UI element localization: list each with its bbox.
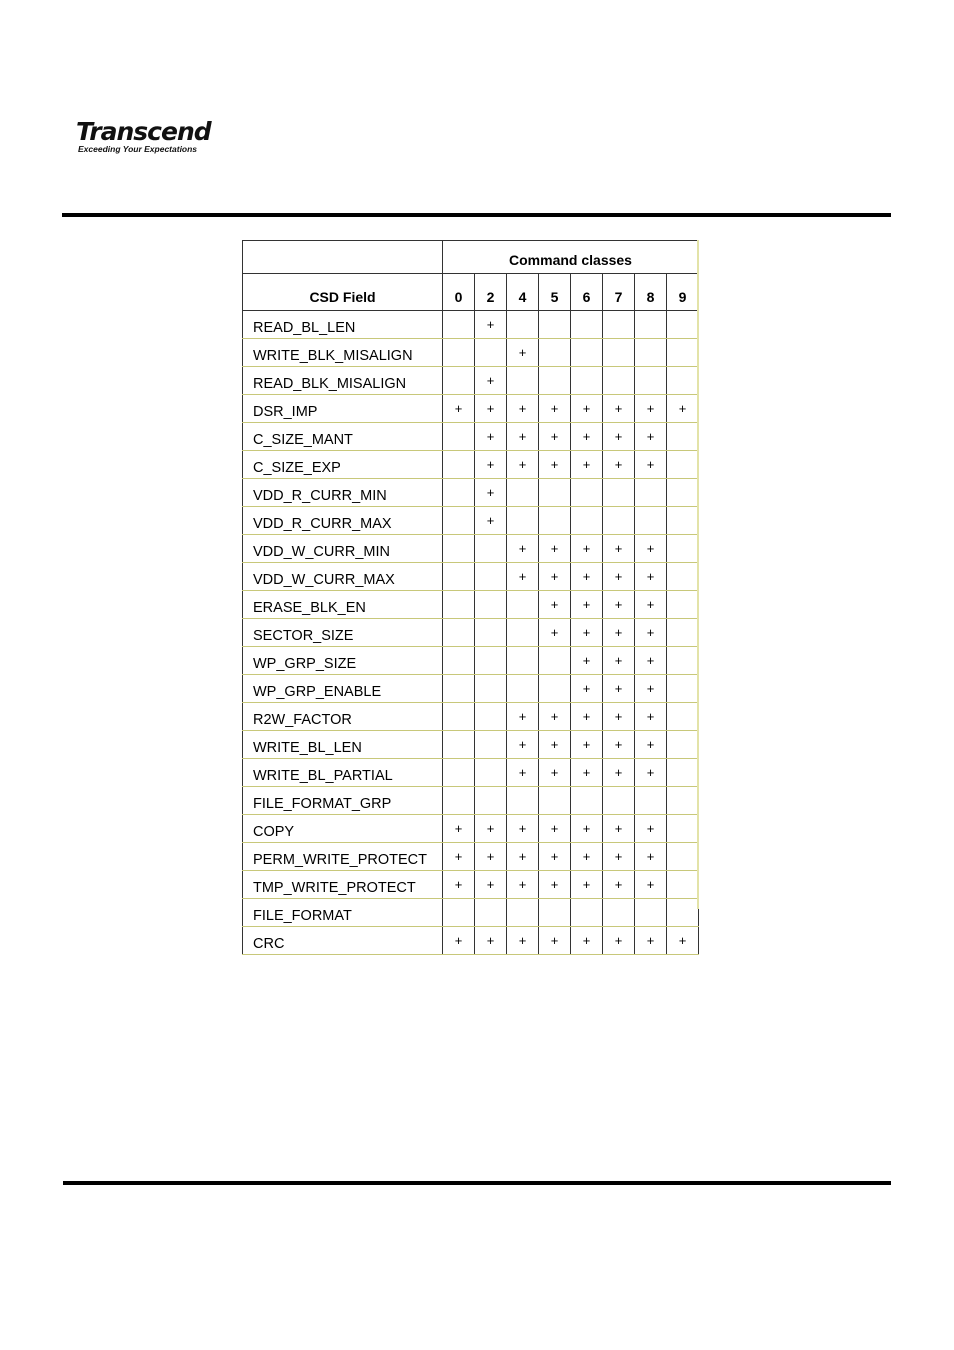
class-mark-cell: + <box>635 675 667 703</box>
class-mark-cell: + <box>507 339 539 367</box>
class-mark-cell: + <box>539 451 571 479</box>
class-mark-cell: + <box>635 619 667 647</box>
class-mark-cell: + <box>571 647 603 675</box>
class-mark-cell: + <box>603 871 635 899</box>
class-mark-cell: + <box>539 815 571 843</box>
class-mark-cell <box>443 675 475 703</box>
class-mark-cell <box>539 339 571 367</box>
class-mark-cell: + <box>475 871 507 899</box>
class-mark-cell: + <box>475 843 507 871</box>
class-mark-cell: + <box>571 563 603 591</box>
class-mark-cell: + <box>539 563 571 591</box>
class-mark-cell <box>443 619 475 647</box>
class-mark-cell <box>443 367 475 395</box>
class-mark-cell: + <box>475 927 507 955</box>
class-mark-cell <box>603 899 635 927</box>
class-mark-cell <box>603 507 635 535</box>
table-row <box>243 647 699 675</box>
class-mark-cell: + <box>603 927 635 955</box>
class-mark-cell: + <box>539 619 571 647</box>
class-mark-cell: + <box>539 395 571 423</box>
class-mark-cell <box>603 479 635 507</box>
csd-field-name: FILE_FORMAT_GRP <box>243 787 443 815</box>
class-mark-cell <box>667 563 699 591</box>
class-mark-cell <box>475 535 507 563</box>
class-mark-cell: + <box>443 843 475 871</box>
class-mark-cell: + <box>539 871 571 899</box>
class-mark-cell <box>475 675 507 703</box>
class-mark-cell: + <box>571 395 603 423</box>
class-mark-cell <box>507 311 539 339</box>
table-row <box>243 591 699 619</box>
table-row <box>243 843 699 871</box>
class-mark-cell <box>571 339 603 367</box>
csd-field-name: WP_GRP_ENABLE <box>243 675 443 703</box>
class-mark-cell: + <box>507 535 539 563</box>
header-rule <box>62 213 891 217</box>
class-mark-cell: + <box>603 675 635 703</box>
class-mark-cell: + <box>571 703 603 731</box>
class-mark-cell <box>475 591 507 619</box>
class-mark-cell <box>539 507 571 535</box>
class-mark-cell: + <box>603 451 635 479</box>
class-mark-cell: + <box>443 871 475 899</box>
table-row <box>243 395 699 423</box>
class-mark-cell <box>443 451 475 479</box>
class-mark-cell: + <box>571 619 603 647</box>
command-class-header: 8 <box>635 274 667 311</box>
class-mark-cell <box>443 311 475 339</box>
class-mark-cell: + <box>475 507 507 535</box>
class-mark-cell <box>571 507 603 535</box>
command-class-header: 4 <box>507 274 539 311</box>
class-mark-cell <box>571 787 603 815</box>
table-row <box>243 787 699 815</box>
class-mark-cell: + <box>539 759 571 787</box>
class-mark-cell <box>475 563 507 591</box>
table-right-edge <box>697 240 699 909</box>
class-mark-cell: + <box>635 703 667 731</box>
command-class-header: 5 <box>539 274 571 311</box>
class-mark-cell: + <box>507 927 539 955</box>
class-mark-cell <box>667 787 699 815</box>
table-row <box>243 731 699 759</box>
class-mark-cell <box>667 843 699 871</box>
table-row <box>243 507 699 535</box>
class-mark-cell <box>635 339 667 367</box>
class-mark-cell: + <box>507 451 539 479</box>
class-mark-cell: + <box>603 591 635 619</box>
class-mark-cell <box>443 703 475 731</box>
csd-field-name: WRITE_BLK_MISALIGN <box>243 339 443 367</box>
class-mark-cell: + <box>635 871 667 899</box>
table-row <box>243 563 699 591</box>
class-mark-cell: + <box>635 815 667 843</box>
class-mark-cell: + <box>475 367 507 395</box>
csd-field-name: PERM_WRITE_PROTECT <box>243 843 443 871</box>
class-mark-cell <box>603 367 635 395</box>
class-mark-cell: + <box>539 703 571 731</box>
class-mark-cell: + <box>635 535 667 563</box>
class-mark-cell <box>443 479 475 507</box>
csd-field-name: SECTOR_SIZE <box>243 619 443 647</box>
class-mark-cell: + <box>507 563 539 591</box>
class-mark-cell: + <box>603 815 635 843</box>
class-mark-cell <box>507 507 539 535</box>
class-mark-cell <box>443 563 475 591</box>
table-row <box>243 815 699 843</box>
class-mark-cell <box>667 535 699 563</box>
class-mark-cell: + <box>635 451 667 479</box>
class-mark-cell <box>443 339 475 367</box>
class-mark-cell: + <box>603 843 635 871</box>
class-mark-cell: + <box>603 535 635 563</box>
class-mark-cell <box>667 899 699 927</box>
class-mark-cell: + <box>603 423 635 451</box>
class-mark-cell <box>635 787 667 815</box>
class-mark-cell: + <box>571 815 603 843</box>
class-mark-cell: + <box>507 423 539 451</box>
class-mark-cell <box>475 703 507 731</box>
table-row <box>243 675 699 703</box>
class-mark-cell <box>475 899 507 927</box>
class-mark-cell <box>603 311 635 339</box>
class-mark-cell: + <box>507 395 539 423</box>
class-mark-cell: + <box>667 395 699 423</box>
csd-field-name: VDD_R_CURR_MAX <box>243 507 443 535</box>
class-mark-cell: + <box>539 423 571 451</box>
csd-field-header: CSD Field <box>243 274 443 311</box>
table-row <box>243 423 699 451</box>
table-row <box>243 535 699 563</box>
class-mark-cell <box>475 339 507 367</box>
class-mark-cell: + <box>571 731 603 759</box>
class-mark-cell <box>667 815 699 843</box>
class-mark-cell: + <box>507 703 539 731</box>
class-mark-cell <box>667 367 699 395</box>
logo-tagline: Exceeding Your Expectations <box>78 144 198 154</box>
class-mark-cell <box>443 899 475 927</box>
class-mark-cell <box>667 703 699 731</box>
table-row <box>243 927 699 955</box>
class-mark-cell <box>507 899 539 927</box>
class-mark-cell <box>667 675 699 703</box>
command-class-header: 0 <box>443 274 475 311</box>
class-mark-cell <box>443 423 475 451</box>
table-row <box>243 311 699 339</box>
class-mark-cell: + <box>571 451 603 479</box>
csd-field-name: FILE_FORMAT <box>243 899 443 927</box>
class-mark-cell <box>667 423 699 451</box>
class-mark-cell <box>667 619 699 647</box>
class-mark-cell: + <box>443 395 475 423</box>
class-mark-cell <box>539 647 571 675</box>
table-row <box>243 619 699 647</box>
csd-field-name: TMP_WRITE_PROTECT <box>243 871 443 899</box>
command-class-header: 6 <box>571 274 603 311</box>
class-mark-cell: + <box>571 535 603 563</box>
csd-field-name: READ_BL_LEN <box>243 311 443 339</box>
class-mark-cell <box>571 479 603 507</box>
class-mark-cell <box>603 787 635 815</box>
csd-field-name: C_SIZE_MANT <box>243 423 443 451</box>
class-mark-cell <box>475 619 507 647</box>
table-row <box>243 871 699 899</box>
class-mark-cell: + <box>603 395 635 423</box>
class-mark-cell <box>539 787 571 815</box>
command-classes-header: Command classes <box>443 241 699 274</box>
class-mark-cell: + <box>635 423 667 451</box>
command-class-header: 7 <box>603 274 635 311</box>
class-mark-cell: + <box>571 871 603 899</box>
class-mark-cell <box>667 507 699 535</box>
table-row <box>243 339 699 367</box>
class-mark-cell: + <box>539 535 571 563</box>
class-mark-cell <box>539 367 571 395</box>
csd-field-name: C_SIZE_EXP <box>243 451 443 479</box>
class-mark-cell: + <box>603 619 635 647</box>
class-mark-cell <box>667 591 699 619</box>
class-mark-cell: + <box>571 927 603 955</box>
table-row <box>243 759 699 787</box>
transcend-logo <box>76 118 211 154</box>
class-mark-cell <box>443 507 475 535</box>
class-mark-cell: + <box>475 815 507 843</box>
class-mark-cell: + <box>571 843 603 871</box>
class-mark-cell: + <box>571 423 603 451</box>
class-mark-cell <box>507 619 539 647</box>
class-mark-cell: + <box>571 675 603 703</box>
csd-field-name: VDD_W_CURR_MIN <box>243 535 443 563</box>
class-mark-cell <box>635 479 667 507</box>
class-mark-cell <box>443 647 475 675</box>
class-mark-cell <box>507 367 539 395</box>
class-mark-cell: + <box>667 927 699 955</box>
class-mark-cell: + <box>507 815 539 843</box>
class-mark-cell: + <box>507 731 539 759</box>
table-row <box>243 899 699 927</box>
command-class-header: 9 <box>667 274 699 311</box>
class-mark-cell <box>443 731 475 759</box>
class-mark-cell <box>475 731 507 759</box>
class-mark-cell <box>571 367 603 395</box>
class-mark-cell <box>443 759 475 787</box>
class-mark-cell <box>539 899 571 927</box>
class-mark-cell <box>443 535 475 563</box>
class-mark-cell <box>475 647 507 675</box>
class-mark-cell: + <box>635 927 667 955</box>
class-mark-cell: + <box>507 843 539 871</box>
class-mark-cell <box>475 759 507 787</box>
footer-rule <box>63 1181 891 1185</box>
csd-field-name: COPY <box>243 815 443 843</box>
class-mark-cell: + <box>635 563 667 591</box>
class-mark-cell: + <box>475 311 507 339</box>
class-mark-cell: + <box>539 843 571 871</box>
csd-field-name: R2W_FACTOR <box>243 703 443 731</box>
class-mark-cell: + <box>635 591 667 619</box>
class-mark-cell <box>443 787 475 815</box>
class-mark-cell <box>667 311 699 339</box>
class-mark-cell <box>571 899 603 927</box>
command-class-header: 2 <box>475 274 507 311</box>
class-mark-cell: + <box>603 703 635 731</box>
class-mark-cell: + <box>635 647 667 675</box>
class-mark-cell: + <box>635 395 667 423</box>
class-mark-cell: + <box>603 731 635 759</box>
class-mark-cell <box>507 591 539 619</box>
class-mark-cell: + <box>443 815 475 843</box>
class-mark-cell: + <box>603 647 635 675</box>
class-mark-cell <box>539 675 571 703</box>
class-mark-cell: + <box>507 759 539 787</box>
header-blank-cell <box>243 241 443 274</box>
class-mark-cell: + <box>507 871 539 899</box>
class-mark-cell: + <box>603 759 635 787</box>
csd-field-name: WRITE_BL_PARTIAL <box>243 759 443 787</box>
csd-field-name: VDD_W_CURR_MAX <box>243 563 443 591</box>
csd-field-name: READ_BLK_MISALIGN <box>243 367 443 395</box>
table-row <box>243 367 699 395</box>
table-row <box>243 479 699 507</box>
class-mark-cell: + <box>635 843 667 871</box>
class-mark-cell <box>667 871 699 899</box>
class-mark-cell <box>507 479 539 507</box>
class-mark-cell <box>507 787 539 815</box>
class-mark-cell <box>603 339 635 367</box>
csd-command-class-table <box>242 240 699 955</box>
class-mark-cell: + <box>475 423 507 451</box>
class-mark-cell <box>667 731 699 759</box>
class-mark-cell <box>667 451 699 479</box>
class-mark-cell <box>667 647 699 675</box>
csd-field-name: VDD_R_CURR_MIN <box>243 479 443 507</box>
class-mark-cell: + <box>539 591 571 619</box>
class-mark-cell: + <box>475 395 507 423</box>
class-mark-cell: + <box>635 759 667 787</box>
class-mark-cell <box>667 759 699 787</box>
table-row <box>243 703 699 731</box>
class-mark-cell <box>635 367 667 395</box>
class-mark-cell <box>475 787 507 815</box>
class-mark-cell <box>571 311 603 339</box>
class-mark-cell: + <box>475 479 507 507</box>
class-mark-cell: + <box>635 731 667 759</box>
table-row <box>243 451 699 479</box>
class-mark-cell <box>667 479 699 507</box>
class-mark-cell: + <box>443 927 475 955</box>
class-mark-cell <box>635 311 667 339</box>
csd-field-name: WRITE_BL_LEN <box>243 731 443 759</box>
class-mark-cell: + <box>475 451 507 479</box>
class-mark-cell: + <box>571 759 603 787</box>
class-mark-cell <box>507 675 539 703</box>
csd-field-name: WP_GRP_SIZE <box>243 647 443 675</box>
csd-field-name: CRC <box>243 927 443 955</box>
class-mark-cell <box>507 647 539 675</box>
class-mark-cell <box>539 311 571 339</box>
class-mark-cell <box>635 507 667 535</box>
class-mark-cell: + <box>603 563 635 591</box>
class-mark-cell: + <box>571 591 603 619</box>
class-mark-cell <box>635 899 667 927</box>
class-mark-cell <box>443 591 475 619</box>
class-mark-cell: + <box>539 731 571 759</box>
class-mark-cell: + <box>539 927 571 955</box>
csd-field-name: ERASE_BLK_EN <box>243 591 443 619</box>
logo-wordmark: Transcend <box>76 117 211 146</box>
class-mark-cell <box>539 479 571 507</box>
csd-field-name: DSR_IMP <box>243 395 443 423</box>
class-mark-cell <box>667 339 699 367</box>
